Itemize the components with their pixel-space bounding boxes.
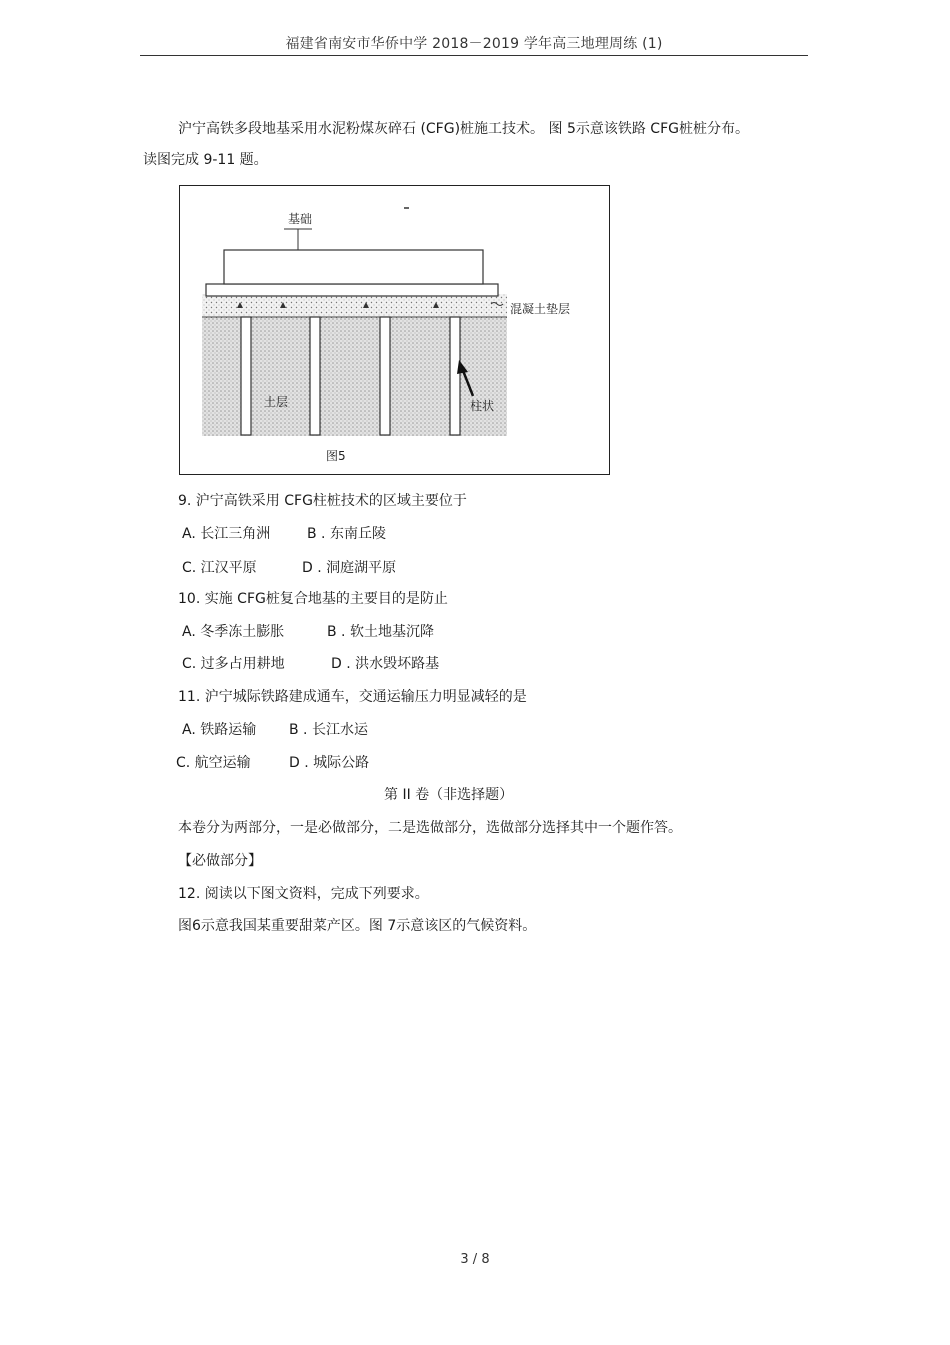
- question-12-desc: 图6示意我国某重要甜菜产区。图 7示意该区的气候资料。: [178, 918, 537, 934]
- question-11-stem: 11. 沪宁城际铁路建成通车，交通运输压力明显减轻的是: [178, 689, 527, 705]
- q10-option-d: D . 洪水毁坏路基: [331, 656, 440, 672]
- question-9-stem: 9. 沪宁高铁采用 CFG柱桩技术的区域主要位于: [178, 493, 467, 509]
- label-concrete-cushion: 混凝土垫层: [510, 302, 571, 316]
- question-10-stem: 10. 实施 CFG桩复合地基的主要目的是防止: [178, 591, 448, 607]
- base-slab: [206, 284, 498, 296]
- q11-option-d: D . 城际公路: [289, 755, 370, 771]
- q9-option-c: C. 江汉平原: [182, 560, 257, 576]
- section-2-desc: 本卷分为两部分，一是必做部分，二是选做部分，选做部分选择其中一个题作答。: [178, 820, 682, 836]
- section-2-title: 第 II 卷（非选择题）: [384, 787, 514, 803]
- q10-option-a: A. 冬季冻土膨胀: [182, 624, 285, 640]
- q11-option-c: C. 航空运输: [176, 755, 251, 771]
- pile: [310, 317, 320, 435]
- q9-option-b: B . 东南丘陵: [307, 526, 386, 542]
- cushion-layer: [202, 294, 507, 318]
- required-part-heading: 【必做部分】: [178, 853, 262, 869]
- pile: [450, 317, 460, 435]
- figure-caption: 图5: [326, 449, 346, 463]
- label-foundation: 基础: [288, 212, 313, 226]
- cfg-pile-diagram: [180, 186, 611, 476]
- intro-line-1: 沪宁高铁多段地基采用水泥粉煤灰碎石 (CFG)桩施工技术。 图 5示意该铁路 CFG桩桩分布。: [178, 121, 749, 137]
- foundation-block: [224, 250, 483, 284]
- figure-5: [179, 185, 610, 475]
- q10-option-c: C. 过多占用耕地: [182, 656, 285, 672]
- q9-option-d: D . 洞庭湖平原: [302, 560, 397, 576]
- page-header: 福建省南安市华侨中学 2018－2019 学年高三地理周练 (1): [140, 33, 808, 56]
- pile: [241, 317, 251, 435]
- q10-option-b: B . 软土地基沉降: [327, 624, 434, 640]
- q11-option-a: A. 铁路运输: [182, 722, 257, 738]
- page-number: 3 / 8: [460, 1252, 490, 1267]
- intro-line-2: 读图完成 9-11 题。: [143, 152, 268, 168]
- q9-option-a: A. 长江三角洲: [182, 526, 271, 542]
- question-12-stem: 12. 阅读以下图文资料，完成下列要求。: [178, 886, 429, 902]
- label-pile: 柱状: [470, 399, 495, 413]
- pile: [380, 317, 390, 435]
- q11-option-b: B . 长江水运: [289, 722, 368, 738]
- label-soil: 土层: [264, 395, 289, 409]
